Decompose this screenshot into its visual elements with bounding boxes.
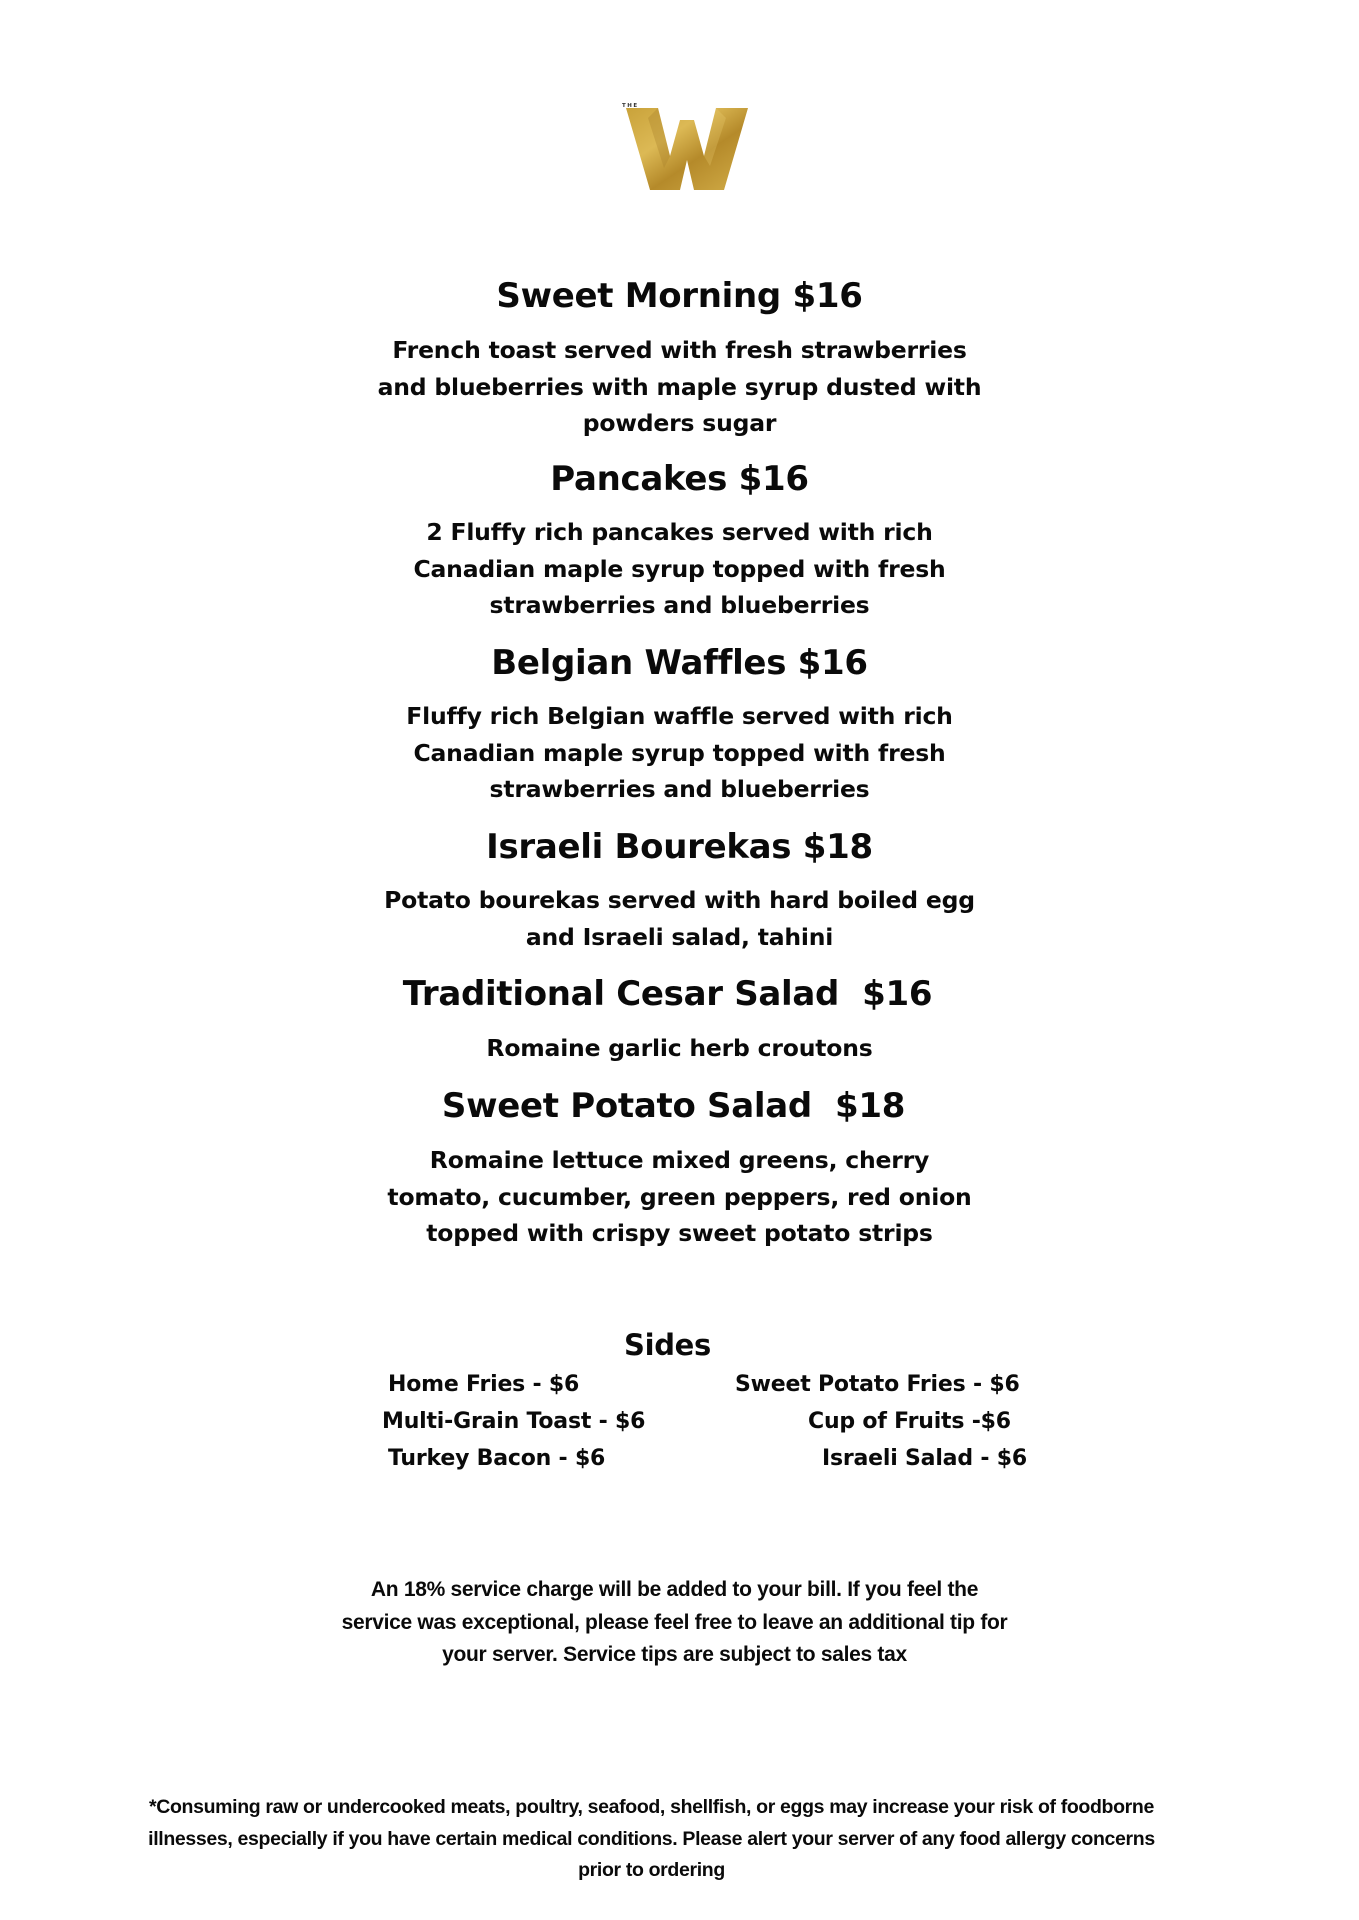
description-line: and blueberries with maple syrup dusted with — [377, 372, 982, 401]
menu-item-title: Israeli Bourekas $18 — [486, 827, 873, 867]
menu-item-title: Traditional Cesar Salad $16 — [402, 974, 933, 1014]
svg-text:THE: THE — [622, 103, 639, 109]
menu-item-description — [0, 514, 1359, 624]
menu-item-description — [0, 1030, 1359, 1067]
description-line: powders sugar — [582, 409, 777, 437]
service-charge-note — [0, 1574, 1354, 1672]
description-line: strawberries and blueberries — [489, 775, 870, 803]
menu-item-description — [0, 698, 1359, 808]
w-logo-icon — [618, 98, 754, 192]
description-line: Canadian maple syrup topped with fresh — [413, 554, 946, 583]
note-line: An 18% service charge will be added to your bill. If you feel the — [370, 1578, 979, 1601]
side-item: Turkey Bacon - $6 — [388, 1446, 606, 1471]
side-item: Israeli Salad - $6 — [822, 1446, 1027, 1471]
menu-item-description — [0, 1142, 1359, 1252]
disclaimer-line: *Consuming raw or undercooked meats, poultry, seafood, shellfish, or eggs may increase your risk of foodborne — [149, 1796, 1154, 1818]
description-line: Fluffy rich Belgian waffle served with rich — [406, 702, 953, 730]
description-line: Romaine lettuce mixed greens, cherry — [429, 1146, 930, 1174]
note-line: your server. Service tips are subject to sales tax — [442, 1643, 907, 1666]
sides-heading: Sides — [623, 1328, 711, 1362]
disclaimer-line: prior to ordering — [578, 1859, 725, 1881]
side-item: Cup of Fruits -$6 — [808, 1409, 1011, 1434]
menu-item-title: Sweet Morning $16 — [496, 276, 863, 316]
menu-item-title: Belgian Waffles $16 — [491, 643, 868, 683]
side-item: Home Fries - $6 — [388, 1372, 580, 1397]
menu-item-description — [0, 882, 1359, 955]
food-safety-disclaimer — [0, 1792, 1331, 1887]
side-item: Sweet Potato Fries - $6 — [735, 1372, 1020, 1397]
menu-item-title: Pancakes $16 — [550, 459, 809, 499]
note-line: service was exceptional, please feel free to leave an additional tip for — [341, 1610, 1008, 1634]
description-line: strawberries and blueberries — [489, 591, 870, 619]
description-line: tomato, cucumber, green peppers, red onion — [387, 1182, 972, 1211]
disclaimer-line: illnesses, especially if you have certain medical conditions. Please alert your server of any food allergy concerns — [148, 1827, 1155, 1850]
description-line: Romaine garlic herb croutons — [486, 1034, 873, 1062]
description-line: topped with crispy sweet potato strips — [426, 1219, 933, 1247]
description-line: French toast served with fresh strawberries — [392, 336, 967, 364]
menu-item-title: Sweet Potato Salad $18 — [441, 1086, 906, 1126]
description-line: 2 Fluffy rich pancakes served with rich — [426, 518, 933, 546]
side-item: Multi-Grain Toast - $6 — [382, 1409, 646, 1434]
menu-item-description — [0, 332, 1359, 442]
description-line: Potato bourekas served with hard boiled egg — [384, 886, 975, 914]
description-line: and Israeli salad, tahini — [525, 922, 834, 951]
restaurant-logo — [618, 98, 754, 192]
description-line: Canadian maple syrup topped with fresh — [413, 738, 946, 767]
